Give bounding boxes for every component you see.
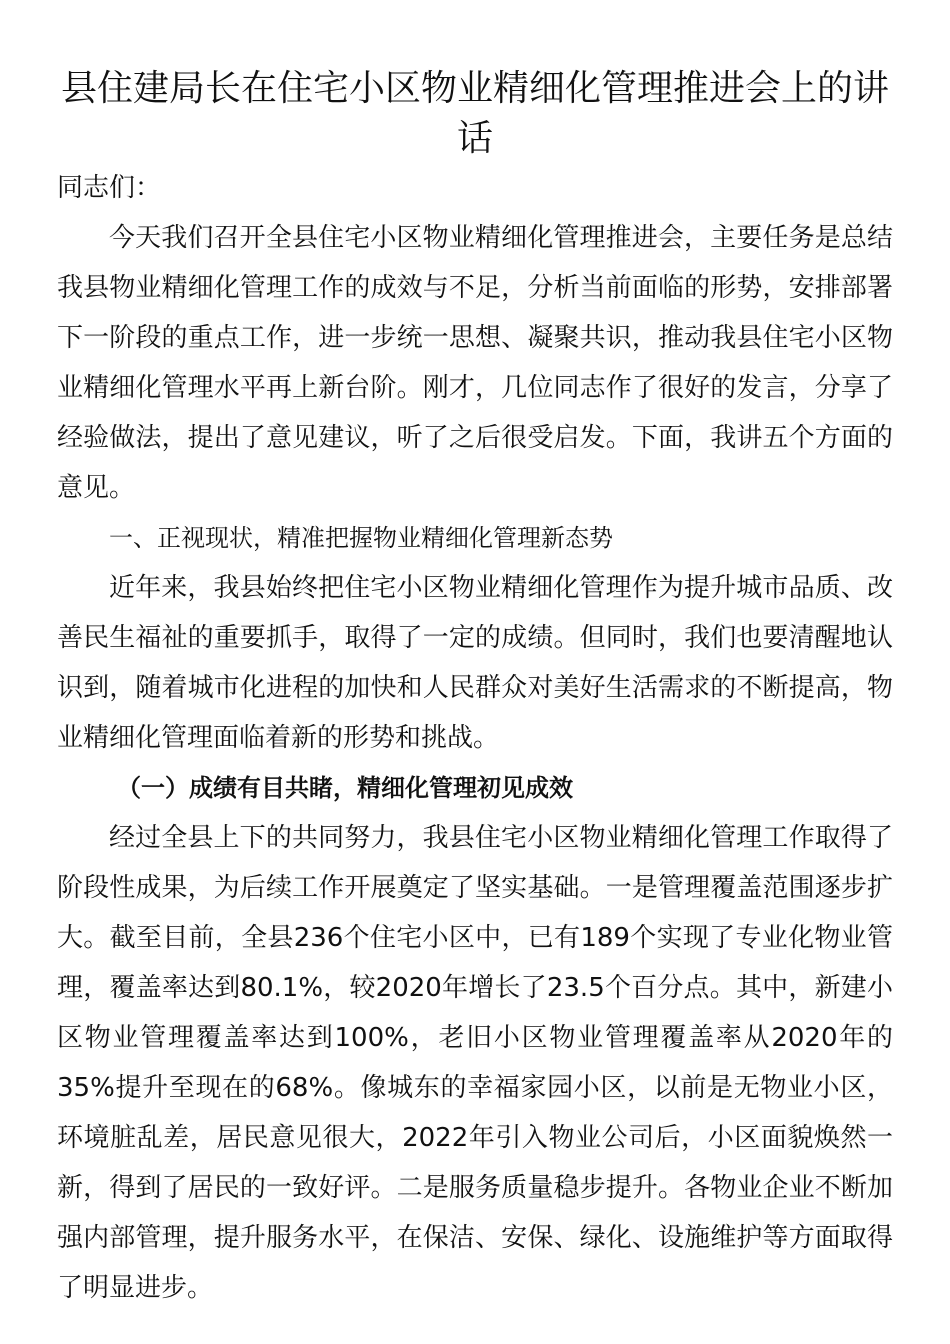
section-1-paragraph: 近年来，我县始终把住宅小区物业精细化管理作为提升城市品质、改善民生福祉的重要抓手，取得了一定的成绩。但同时，我们也要清醒地认识到，随着城市化进程的加快和人民群众对美好生活需求的不断提高，物业精细化管理面临着新的形势和挑战。 bbox=[57, 573, 893, 753]
subsection-1-heading: （一）成绩有目共睹，精细化管理初见成效 bbox=[117, 774, 573, 802]
subsection-1-paragraph: 经过全县上下的共同努力，我县住宅小区物业精细化管理工作取得了阶段性成果，为后续工作开展奠定了坚实基础。一是管理覆盖范围逐步扩大。截至目前，全县236个住宅小区中，已有189个实现了专业化物业管理，覆盖率达到80.1%，较2020年增长了23.5个百分点。其中，新建小区物业管理覆盖率达到100%，老旧小区物业管理覆盖率从2020年的35%提升至现在的68%。像城东的幸福家园小区，以前是无物业小区，环境脏乱差，居民意见很大，2022年引入物业公司后，小区面貌焕然一新，得到了居民的一致好评。二是服务质量稳步提升。各物业企业不断加强内部管理，提升服务水平，在保洁、安保、绿化、设施维护等方面取得了明显进步。 bbox=[57, 823, 893, 1303]
section-1-heading: 一、正视现状，精准把握物业精细化管理新态势 bbox=[109, 524, 613, 552]
document-title: 县住建局长在住宅小区物业精细化管理推进会上的讲话 bbox=[60, 68, 889, 159]
intro-paragraph: 今天我们召开全县住宅小区物业精细化管理推进会，主要任务是总结我县物业精细化管理工作的成效与不足，分析当前面临的形势，安排部署下一阶段的重点工作，进一步统一思想、凝聚共识，推动我县住宅小区物业精细化管理水平再上新台阶。刚才，几位同志作了很好的发言，分享了经验做法，提出了意见建议，听了之后很受启发。下面，我讲五个方面的意见。 bbox=[57, 223, 893, 503]
document-body bbox=[57, 163, 893, 1313]
salutation: 同志们： bbox=[57, 173, 162, 203]
